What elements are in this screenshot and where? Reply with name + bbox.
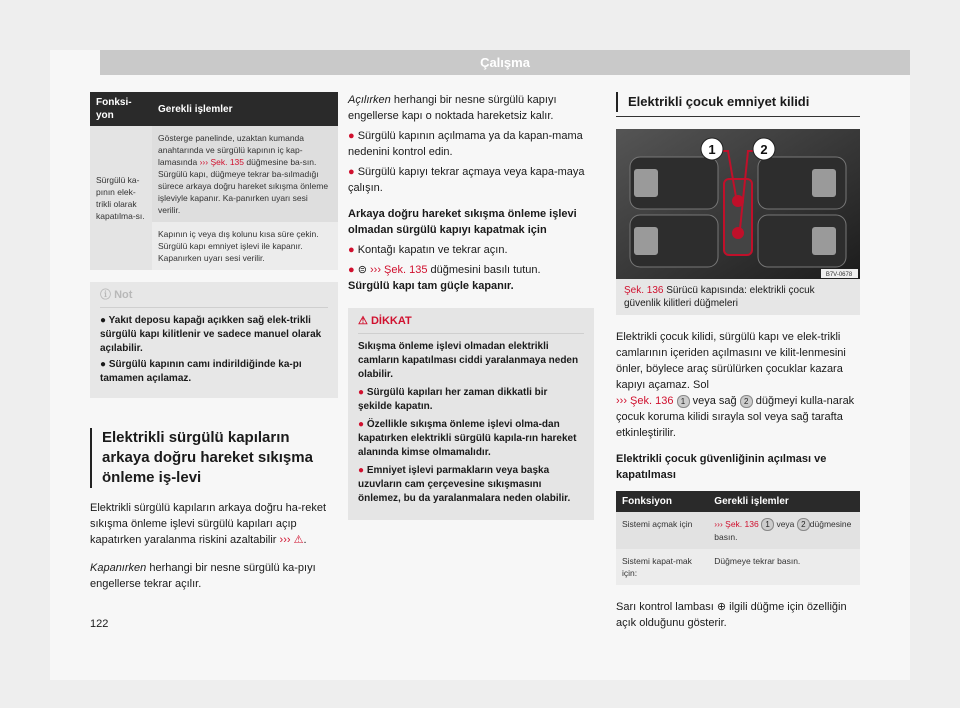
warning-triangle-icon: ⚠ xyxy=(293,534,304,546)
door-close-table xyxy=(90,92,338,270)
column-right xyxy=(616,92,860,631)
child-lock-table xyxy=(616,491,860,585)
warning-triangle-icon: ⚠ xyxy=(358,315,368,327)
callout-1-icon: 1 xyxy=(761,518,774,531)
note-title: ⓘ Not xyxy=(100,288,328,308)
opening-paragraph: Açılırken herhangi bir nesne sürgülü kapıyı engellerse kapı o noktada hareketsiz kalır. xyxy=(348,94,557,122)
warning-item: ● Emniyet işlevi parmakların veya başka uzuvların cam çerçevesine sıkışmasını önlemez, bu da yaralanmalara neden olabilir. xyxy=(358,465,571,504)
door-switch-figure xyxy=(616,129,860,279)
table-cell-action: ››› Şek. 136 1 veya 2 düğmesine basın. xyxy=(708,512,860,549)
figure-link[interactable]: ››› Şek. 135 xyxy=(370,264,428,276)
warning-box xyxy=(348,308,594,520)
table-cell-action-1: Gösterge panelinde, uzaktan kumanda anahtarında ve sürgülü kapının iç kap-lamasında ››› Şek. 135 düğmesine ba-sın. Sürgülü kapı, düğmeye tekrar ba-sılmadığı sürece arkaya doğru hareket sıkışma önleme işleviyle kapanır. Ka-panırken uyarı sesi verilir. xyxy=(152,126,338,222)
table-head-actions: Gerekli işlemler xyxy=(152,92,338,126)
table-head-function: Fonksiyon xyxy=(616,491,708,512)
table-cell-action-2: Kapının iç veya dış kolunu kısa süre çekin. Sürgülü kapı emniyet işlevi ile kapanır. Kapanırken uyarı sesi verilir. xyxy=(152,222,338,270)
callout-2-icon: 2 xyxy=(740,395,753,408)
warning-title: ⚠ DİKKAT xyxy=(358,314,584,334)
warning-item: ● Sürgülü kapıları her zaman dikkatli bir şekilde kapatın. xyxy=(358,387,548,412)
manual-page xyxy=(50,50,910,680)
callout-2: 2 xyxy=(760,142,768,157)
figure-link[interactable]: ››› Şek. 135 xyxy=(199,157,244,167)
column-middle xyxy=(348,92,594,520)
note-item: ● Sürgülü kapının camı indirildiğinde ka-pı tamamen açılamaz. xyxy=(100,359,302,384)
page-header: Çalışma xyxy=(100,50,910,75)
column-left xyxy=(90,92,338,592)
indicator-paragraph: Sarı kontrol lambası ⊕ ilgili düğme için özelliğin açık olduğunu gösterir. xyxy=(616,601,847,630)
subheading: Arkaya doğru hareket sıkışma önleme işlevi olmadan sürgülü kapıyı kapatmak için xyxy=(348,208,577,236)
child-lock-paragraph: Elektrikli çocuk kilidi, sürgülü kapı ve elek-trikli camlarının içeriden açılmasını ve kilit-lenmesini önler, böylece araç sürülürken çocuklar kazara kapıyı açamaz. Sol ››› Şek. 136 1 veya sağ 2 düğmeyi kulla-narak çocuk koruma kilidi sırayla sol veya sağ tarafta etkinleştirilir. xyxy=(616,331,855,439)
subheading: Elektrikli çocuk güvenliğinin açılması ve kapatılması xyxy=(616,453,827,481)
table-head-actions: Gerekli işlemler xyxy=(708,491,860,512)
section-paragraph: Elektrikli sürgülü kapıların arkaya doğru ha-reket sıkışma önleme işlevi sürgülü kapıları açıp kapatırken yaralanma riskini azaltabilir ››› ⚠. xyxy=(90,502,327,546)
section-title: Elektrikli sürgülü kapıların arkaya doğru hareket sıkışma önleme iş-levi xyxy=(90,428,338,488)
figure-caption: Şek. 136 Sürücü kapısında: elektrikli çocuk güvenlik kilitleri düğmeleri xyxy=(616,279,860,315)
bullet-item: ● Sürgülü kapının açılmama ya da kapan-mama nedenini kontrol edin. xyxy=(348,130,583,158)
warning-item: ● Özellikle sıkışma önleme işlevi olma-dan kapatırken elektrikli sürgülü kapıla-rın hareket alanında kimse olmamalıdır. xyxy=(358,419,577,458)
note-box xyxy=(90,282,338,398)
callout-1-icon: 1 xyxy=(677,395,690,408)
figure-section-title: Elektrikli çocuk emniyet kilidi xyxy=(616,92,860,112)
table-cell-function: Sürgülü ka-pının elek-trikli olarak kapatılma-sı. xyxy=(90,126,152,270)
figure-link[interactable]: ››› Şek. 136 xyxy=(714,519,759,529)
door-switch-illustration xyxy=(616,129,860,279)
button-symbol-icon: ⊜ xyxy=(357,264,367,276)
page-number: 122 xyxy=(90,618,109,630)
warning-link[interactable]: ››› ⚠ xyxy=(279,534,304,546)
callout-1: 1 xyxy=(708,142,716,157)
table-cell-action: Düğmeye tekrar basın. xyxy=(708,549,860,585)
bullet-item: ● Kontağı kapatın ve tekrar açın. xyxy=(348,244,508,256)
warning-intro: Sıkışma önleme işlevi olmadan elektrikli camların kapatılması ciddi yaralanmaya neden olabilir. xyxy=(358,341,579,380)
figure-code: B7V-0678 xyxy=(825,272,853,278)
callout-2-icon: 2 xyxy=(797,518,810,531)
section-paragraph-2: Kapanırken herhangi bir nesne sürgülü ka-pıyı engellerse tekrar açılır. xyxy=(90,562,316,590)
figure-link[interactable]: ››› Şek. 136 xyxy=(616,395,674,407)
table-head-function: Fonksi-yon xyxy=(90,92,152,126)
bullet-item: ● Sürgülü kapıyı tekrar açmaya veya kapa-maya çalışın. xyxy=(348,166,585,194)
lock-indicator-icon: ⊕ xyxy=(716,601,727,614)
info-icon: ⓘ xyxy=(100,289,111,301)
bullet-item: ● ⊜ ››› Şek. 135 düğmesini basılı tutun. Sürgülü kapı tam güçle kapanır. xyxy=(348,264,541,292)
table-cell-function: Sistemi açmak için xyxy=(616,512,708,549)
note-item: ● Yakıt deposu kapağı açıkken sağ elek-trikli sürgülü kapı kilitlenir ve sadece manuel olarak açılabilir. xyxy=(100,315,322,354)
table-cell-function: Sistemi kapat-mak için: xyxy=(616,549,708,585)
